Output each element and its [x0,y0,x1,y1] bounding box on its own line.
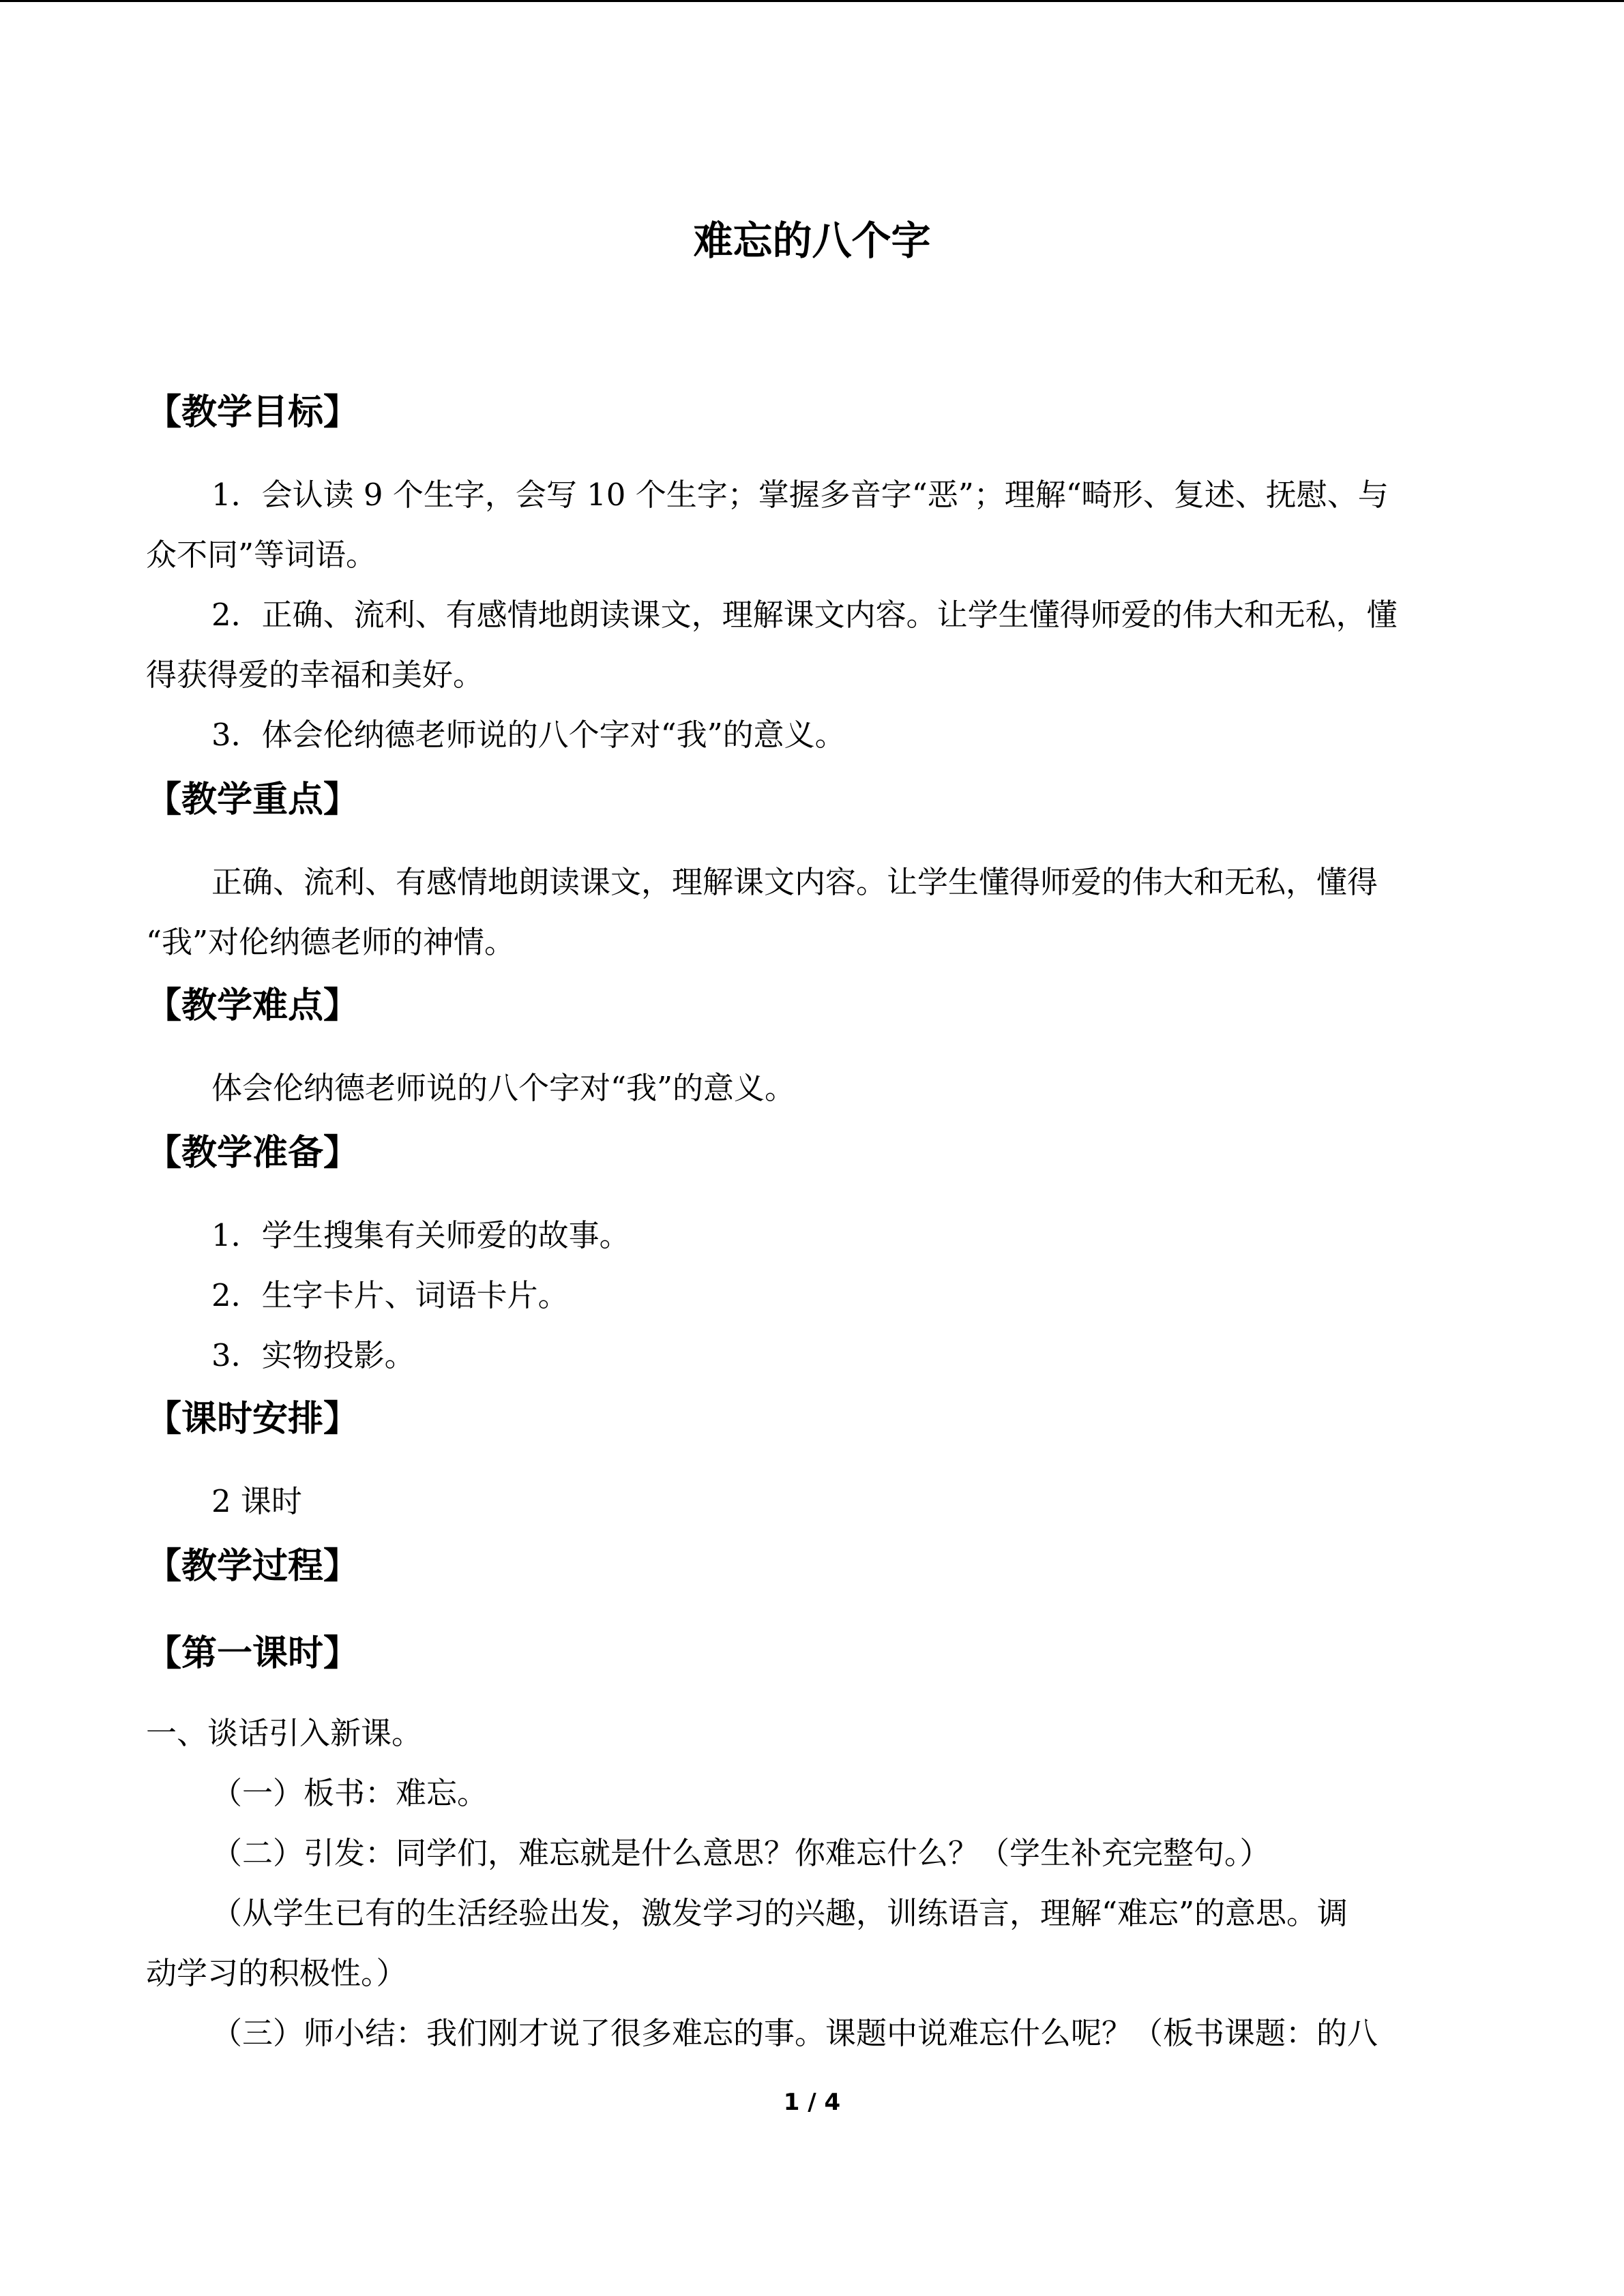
lesson1-step-2: （二）引发：同学们，难忘就是什么意思？你难忘什么？（学生补充完整句。） [211,1835,1271,1871]
preparation-item-1: 1．学生搜集有关师爱的故事。 [211,1217,630,1253]
heading-difficulties: 【教学难点】 [146,985,359,1026]
lesson1-section-1: 一、谈话引入新课。 [146,1715,423,1751]
heading-process: 【教学过程】 [146,1546,359,1587]
objective-1-line-2: 众不同”等词语。 [146,537,377,573]
key-points-line-1: 正确、流利、有感情地朗读课文，理解课文内容。让学生懂得师爱的伟大和无私，懂得 [211,864,1378,900]
lesson1-note-line-2: 动学习的积极性。） [146,1955,407,1991]
heading-preparation: 【教学准备】 [146,1133,359,1174]
heading-schedule: 【课时安排】 [146,1399,359,1440]
lesson1-step-1: （一）板书：难忘。 [211,1775,488,1811]
heading-key-points: 【教学重点】 [146,779,359,820]
objective-3: 3．体会伦纳德老师说的八个字对“我”的意义。 [211,717,846,753]
lesson1-note-line-1: （从学生已有的生活经验出发，激发学习的兴趣，训练语言，理解“难忘”的意思。调 [211,1895,1348,1931]
objective-2-line-1: 2．正确、流利、有感情地朗读课文，理解课文内容。让学生懂得师爱的伟大和无私，懂 [211,597,1398,633]
preparation-item-3: 3．实物投影。 [211,1337,415,1373]
key-points-line-2: “我”对伦纳德老师的神情。 [146,924,516,960]
lesson1-step-3: （三）师小结：我们刚才说了很多难忘的事。课题中说难忘什么呢？（板书课题：的八 [211,2015,1378,2051]
preparation-item-2: 2．生字卡片、词语卡片。 [211,1277,569,1313]
schedule-value: 2 课时 [211,1483,302,1519]
objective-2-line-2: 得获得爱的幸福和美好。 [146,657,484,693]
heading-first-lesson: 【第一课时】 [146,1633,359,1674]
heading-objectives: 【教学目标】 [146,392,359,433]
difficulties-line-1: 体会伦纳德老师说的八个字对“我”的意义。 [211,1070,796,1106]
page-indicator: 1 / 4 [783,2089,841,2116]
objective-1-line-1: 1．会认读 9 个生字，会写 10 个生字；掌握多音字“恶”；理解“畸形、复述、抚慰、与 [211,477,1389,513]
document-title: 难忘的八个字 [693,218,931,264]
